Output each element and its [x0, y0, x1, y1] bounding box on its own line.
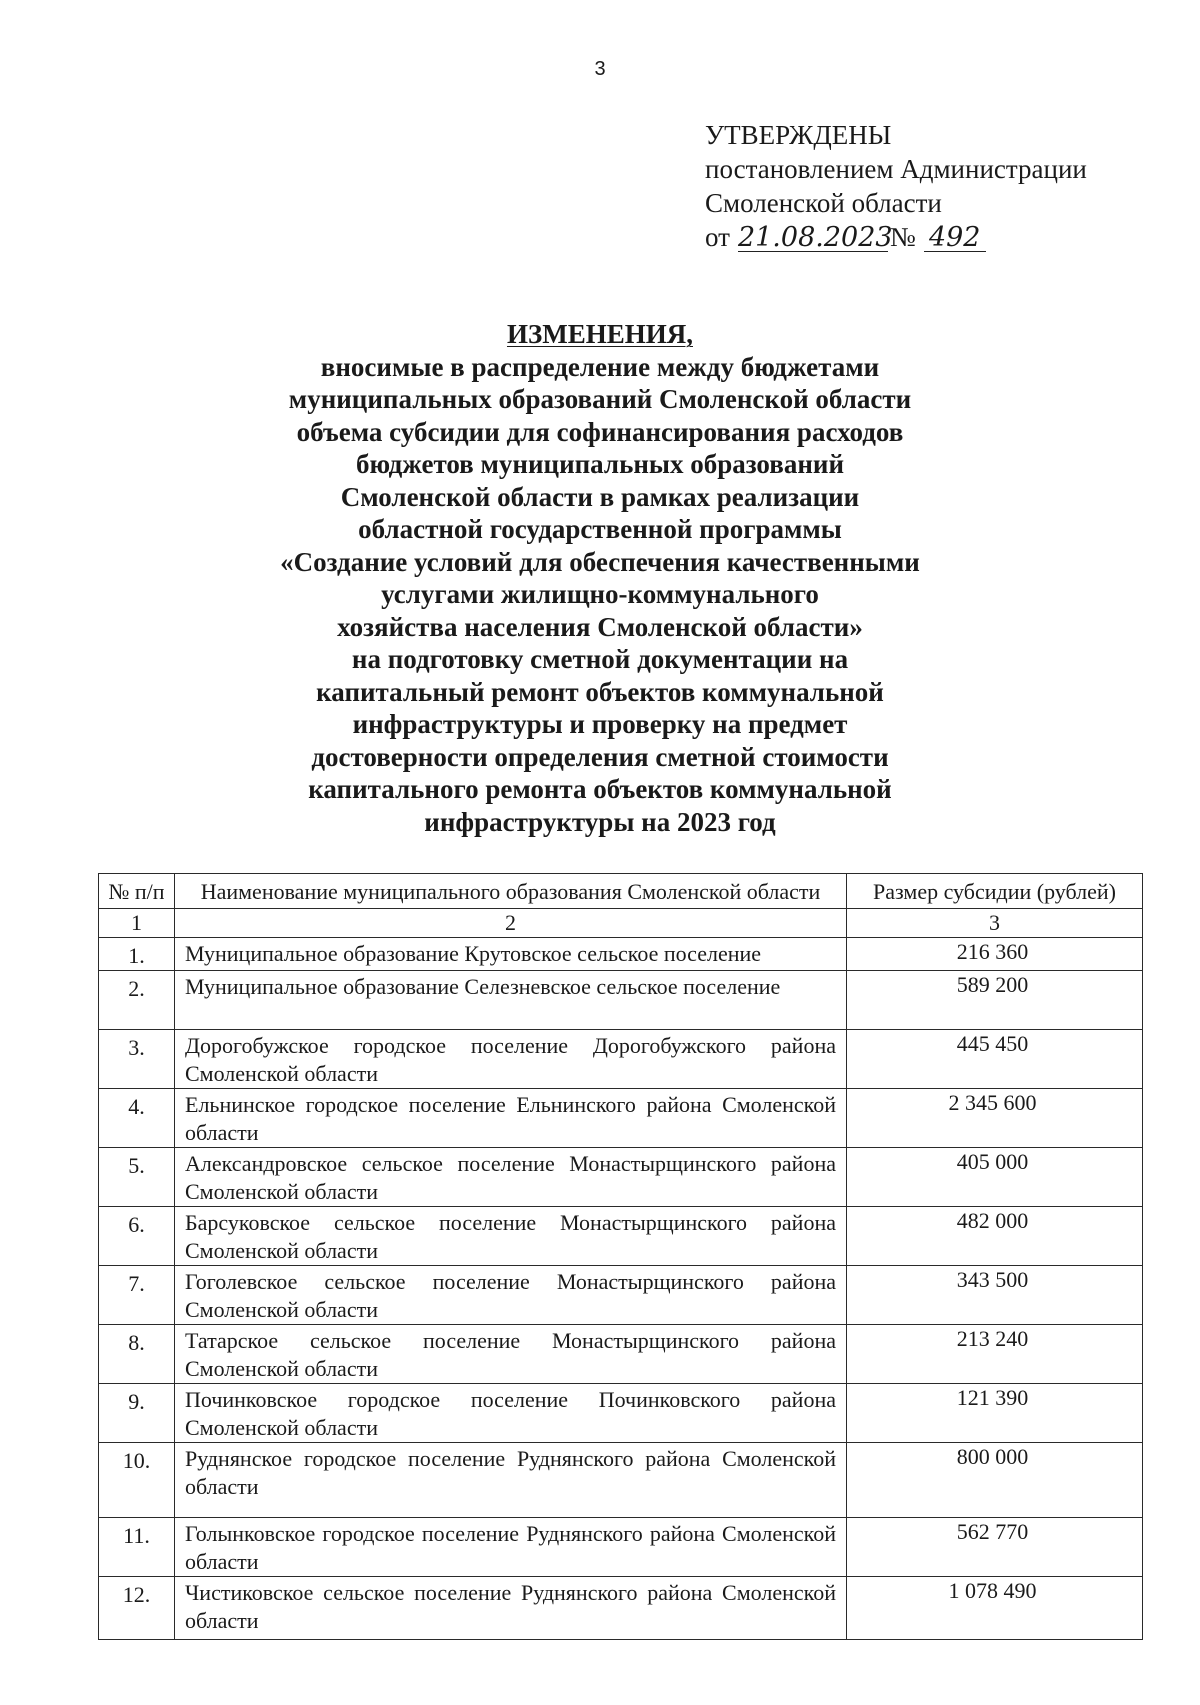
table-row	[99, 938, 1143, 971]
row-number: 7.	[99, 1266, 175, 1325]
approval-stamp-block	[705, 118, 1175, 254]
table-row	[99, 1325, 1143, 1384]
table-row	[99, 1384, 1143, 1443]
header-num: № п/п	[99, 874, 175, 909]
municipality-name: Татарское сельское поселение Монастырщинского района Смоленской области	[175, 1325, 847, 1384]
municipality-name: Починковское городское поселение Починковского района Смоленской области	[175, 1384, 847, 1443]
header-amount: Размер субсидии (рублей)	[847, 874, 1143, 909]
table-row	[99, 1443, 1143, 1518]
subsidy-table	[98, 873, 1143, 1640]
column-index: 1	[99, 909, 175, 938]
row-number: 1.	[99, 938, 175, 971]
row-number: 2.	[99, 971, 175, 1030]
subsidy-amount: 800 000	[847, 1443, 1143, 1518]
approval-line-2: Смоленской области	[705, 188, 942, 218]
document-title	[150, 318, 1050, 838]
title-line: достоверности определения сметной стоимости	[311, 741, 889, 772]
title-line: капитального ремонта объектов коммунальной	[308, 774, 892, 804]
title-line: областной государственной программы	[358, 514, 842, 544]
number-label: №	[889, 222, 916, 252]
from-label: от	[705, 222, 730, 252]
row-number: 11.	[99, 1518, 175, 1577]
municipality-name: Александровское сельское поселение Монастырщинского района Смоленской области	[175, 1148, 847, 1207]
municipality-name: Ельнинское городское поселение Ельнинского района Смоленской области	[175, 1089, 847, 1148]
municipality-name: Чистиковское сельское поселение Руднянского района Смоленской области	[175, 1577, 847, 1640]
table-row	[99, 1266, 1143, 1325]
municipality-name: Гоголевское сельское поселение Монастырщинского района Смоленской области	[175, 1266, 847, 1325]
title-line: «Создание условий для обеспечения качественными	[280, 546, 920, 577]
title-line: капитальный ремонт объектов коммунальной	[316, 676, 884, 707]
table-row	[99, 1577, 1143, 1640]
handwritten-number: 492	[924, 225, 986, 252]
approval-title: УТВЕРЖДЕНЫ	[705, 120, 892, 150]
subsidy-amount: 216 360	[847, 938, 1143, 971]
title-line: услугами жилищно-коммунального	[381, 579, 819, 609]
row-number: 12.	[99, 1577, 175, 1640]
column-index: 3	[847, 909, 1143, 938]
title-line: инфраструктуры и проверку на предмет	[352, 709, 848, 739]
subsidy-amount: 1 078 490	[847, 1577, 1143, 1640]
table-row	[99, 971, 1143, 1030]
row-number: 9.	[99, 1384, 175, 1443]
table-row	[99, 1089, 1143, 1148]
subsidy-amount: 445 450	[847, 1030, 1143, 1089]
approval-date-line	[705, 220, 1175, 254]
title-line: хозяйства населения Смоленской области»	[337, 611, 863, 642]
table-row	[99, 1207, 1143, 1266]
row-number: 8.	[99, 1325, 175, 1384]
municipality-name: Муниципальное образование Крутовское сельское поселение	[175, 938, 847, 971]
title-line: бюджетов муниципальных образований	[355, 449, 845, 479]
subsidy-amount: 482 000	[847, 1207, 1143, 1266]
table-row	[99, 1518, 1143, 1577]
column-index: 2	[175, 909, 847, 938]
subsidy-amount: 343 500	[847, 1266, 1143, 1325]
table-row	[99, 1030, 1143, 1089]
municipality-name: Барсуковское сельское поселение Монастырщинского района Смоленской области	[175, 1207, 847, 1266]
handwritten-date: 21.08.2023	[737, 222, 893, 253]
table-header-row	[99, 874, 1143, 909]
title-line: на подготовку сметной документации на	[351, 644, 849, 674]
subsidy-amount: 562 770	[847, 1518, 1143, 1577]
row-number: 6.	[99, 1207, 175, 1266]
subsidy-amount: 2 345 600	[847, 1089, 1143, 1148]
municipality-name: Дорогобужское городское поселение Дорогобужского района Смоленской области	[175, 1030, 847, 1089]
subsidy-amount: 213 240	[847, 1325, 1143, 1384]
row-number: 3.	[99, 1030, 175, 1089]
table-row	[99, 1148, 1143, 1207]
title-line: объема субсидии для софинансирования расходов	[296, 416, 904, 447]
title-line: Смоленской области в рамках реализации	[340, 481, 860, 512]
approval-line-1: постановлением Администрации	[705, 154, 1087, 184]
header-name: Наименование муниципального образования Смоленской области	[175, 874, 847, 909]
municipality-name: Руднянское городское поселение Руднянского района Смоленской области	[175, 1443, 847, 1518]
subsidy-amount: 121 390	[847, 1384, 1143, 1443]
subsidy-amount: 589 200	[847, 971, 1143, 1030]
row-number: 10.	[99, 1443, 175, 1518]
column-index-row	[99, 909, 1143, 938]
title-heading: ИЗМЕНЕНИЯ,	[506, 319, 693, 349]
row-number: 4.	[99, 1089, 175, 1148]
title-line: инфраструктуры на 2023 год	[424, 806, 776, 837]
title-line: вносимые в распределение между бюджетами	[320, 351, 880, 382]
municipality-name: Муниципальное образование Селезневское сельское поселение	[175, 971, 847, 1030]
subsidy-amount: 405 000	[847, 1148, 1143, 1207]
row-number: 5.	[99, 1148, 175, 1207]
title-line: муниципальных образований Смоленской области	[288, 384, 912, 414]
page-number: 3	[594, 58, 606, 80]
municipality-name: Голынковское городское поселение Руднянского района Смоленской области	[175, 1518, 847, 1577]
